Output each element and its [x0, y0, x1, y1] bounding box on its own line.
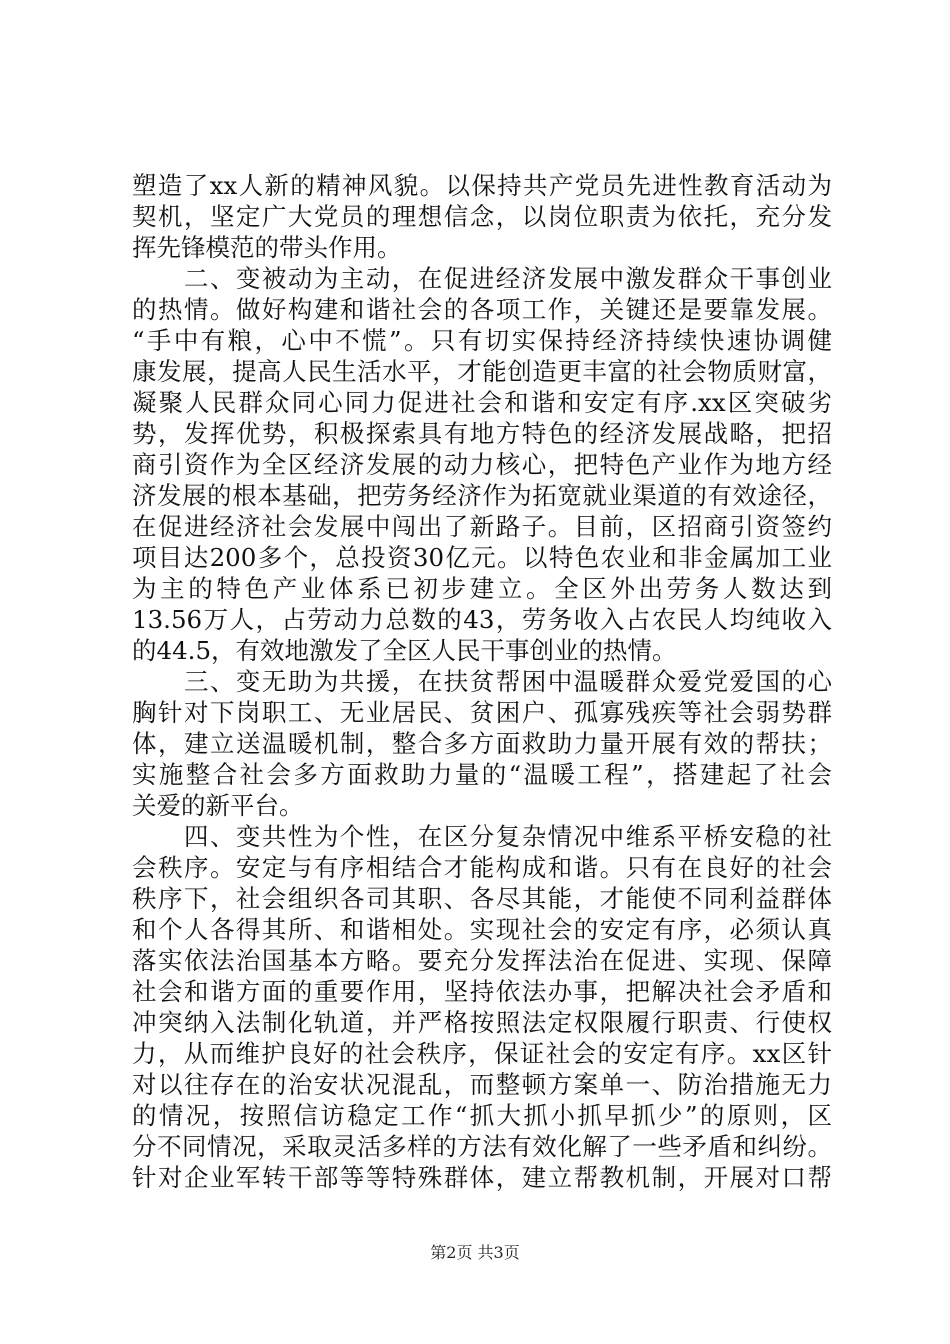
text-line: 在促进经济社会发展中闯出了新路子。目前，区招商引资签约 — [132, 512, 832, 541]
text-line: 的热情。做好构建和谐社会的各项工作，关键还是要靠发展。 — [132, 295, 832, 324]
text-line: 对以往存在的治安状况混乱，而整顿方案单一、防治措施无力 — [132, 1070, 832, 1099]
text-line: 冲突纳入法制化轨道，并严格按照法定权限履行职责、行使权 — [132, 1008, 832, 1037]
text-line: 项目达200多个，总投资30亿元。以特色农业和非金属加工业 — [132, 543, 832, 572]
page-number: 第2页 共3页 — [430, 1243, 520, 1262]
text-line: 为主的特色产业体系已初步建立。全区外出劳务人数达到 — [132, 574, 832, 603]
text-line: 胸针对下岗职工、无业居民、贫困户、孤寡残疾等社会弱势群 — [132, 698, 832, 727]
text-line: 商引资作为全区经济发展的动力核心，把特色产业作为地方经 — [132, 450, 832, 479]
text-line: 力，从而维护良好的社会秩序，保证社会的安定有序。xx区针 — [132, 1039, 832, 1068]
text-line: 社会和谐方面的重要作用，坚持依法办事，把解决社会矛盾和 — [132, 977, 832, 1006]
text-line: 康发展，提高人民生活水平，才能创造更丰富的社会物质财富， — [132, 357, 832, 386]
text-line: 济发展的根本基础，把劳务经济作为拓宽就业渠道的有效途径， — [132, 481, 832, 510]
text-line: 契机，坚定广大党员的理想信念，以岗位职责为依托，充分发 — [132, 202, 832, 231]
text-line: 会秩序。安定与有序相结合才能构成和谐。只有在良好的社会 — [132, 853, 832, 882]
text-line: 势，发挥优势，积极探索具有地方特色的经济发展战略，把招 — [132, 419, 832, 448]
text-line: 13.56万人，占劳动力总数的43，劳务收入占农民人均纯收入 — [132, 605, 832, 634]
text-line: “手中有粮，心中不慌”。只有切实保持经济持续快速协调健 — [132, 326, 832, 355]
text-line: 关爱的新平台。 — [132, 791, 304, 820]
text-line: 和个人各得其所、和谐相处。实现社会的安定有序，必须认真 — [132, 915, 832, 944]
text-line: 针对企业军转干部等等特殊群体，建立帮教机制，开展对口帮 — [132, 1163, 832, 1192]
document-body — [132, 170, 832, 1193]
text-line: 塑造了xx人新的精神风貌。以保持共产党员先进性教育活动为 — [132, 171, 832, 200]
text-line: 挥先锋模范的带头作用。 — [132, 233, 402, 262]
text-line: 落实依法治国基本方略。要充分发挥法治在促进、实现、保障 — [132, 946, 832, 975]
text-line: 的44.5，有效地激发了全区人民干事创业的热情。 — [132, 636, 677, 665]
text-line: 二、变被动为主动，在促进经济发展中激发群众干事创业 — [132, 264, 832, 293]
text-line: 体，建立送温暖机制，整合多方面救助力量开展有效的帮扶； — [132, 729, 832, 758]
text-line: 秩序下，社会组织各司其职、各尽其能，才能使不同利益群体 — [132, 884, 832, 913]
text-line: 凝聚人民群众同心同力促进社会和谐和安定有序.xx区突破劣 — [132, 388, 832, 417]
text-line: 三、变无助为共援，在扶贫帮困中温暖群众爱党爱国的心 — [132, 667, 832, 696]
text-line: 的情况，按照信访稳定工作“抓大抓小抓早抓少”的原则，区 — [132, 1101, 832, 1130]
text-line: 分不同情况，采取灵活多样的方法有效化解了一些矛盾和纠纷。 — [132, 1132, 832, 1161]
text-line: 四、变共性为个性，在区分复杂情况中维系平桥安稳的社 — [132, 822, 832, 851]
text-line: 实施整合社会多方面救助力量的“温暖工程”，搭建起了社会 — [132, 760, 832, 789]
